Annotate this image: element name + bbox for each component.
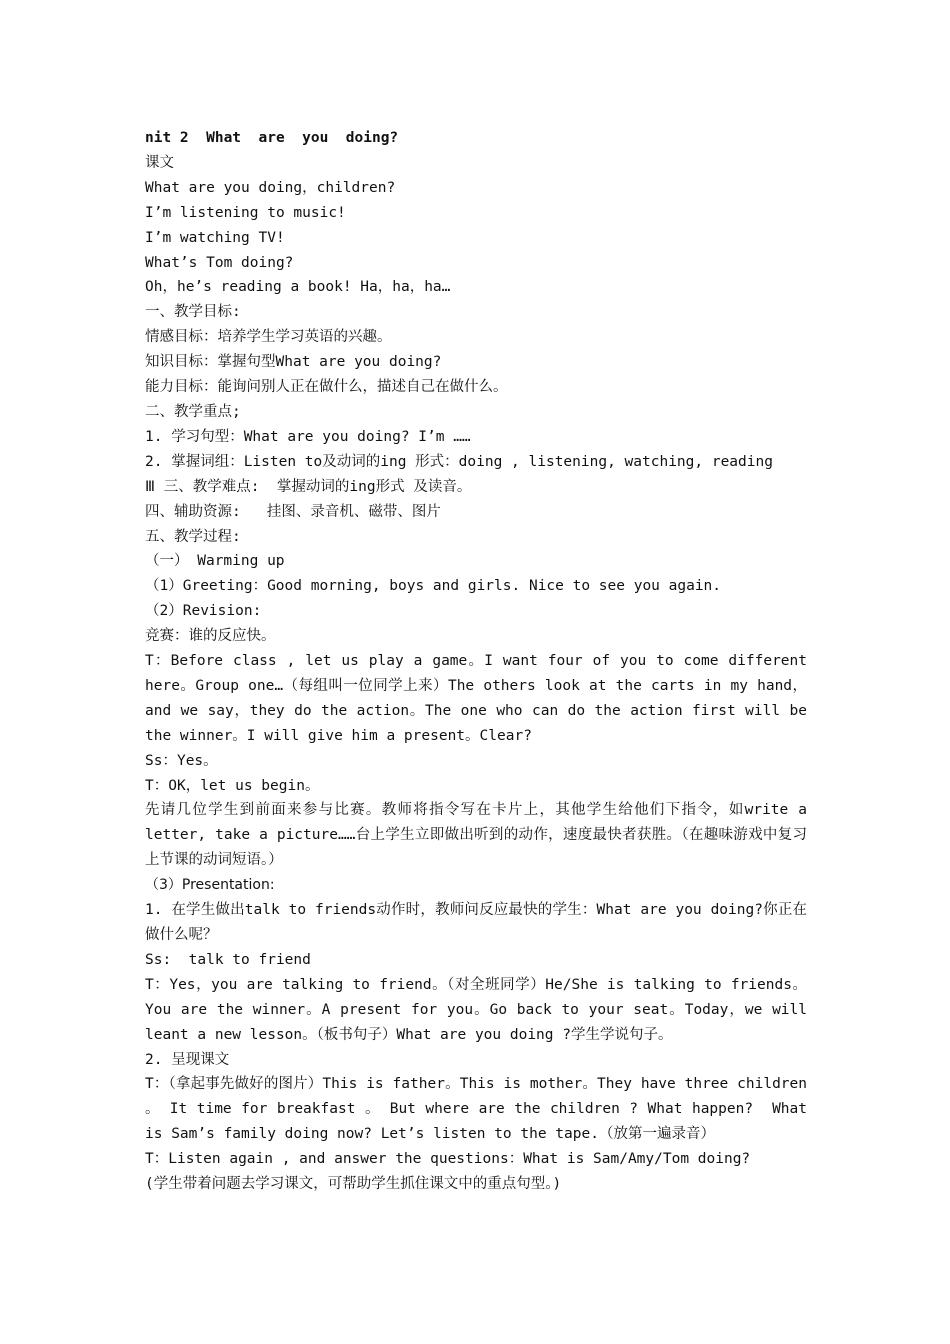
section-heading-difficulties: Ⅲ 三、教学难点: 掌握动词的ing形式 及读音。	[145, 478, 472, 495]
process-step: （1）Greeting：Good morning, boys and girls. Nice to see you again.	[145, 578, 722, 595]
process-step-heading: （一） Warming up	[145, 553, 285, 570]
dialogue-line: I’m listening to music!	[145, 204, 346, 221]
section-heading-objectives: 一、教学目标:	[145, 304, 241, 321]
process-paragraph: T：OK，let us begin。	[145, 777, 320, 794]
process-paragraph: 竞赛：谁的反应快。	[145, 628, 276, 645]
process-step-heading: （3）Presentation:	[145, 877, 275, 894]
section-heading-text: 课文	[145, 154, 174, 171]
objective-item: 情感目标：培养学生学习英语的兴趣。	[145, 329, 392, 346]
process-step: （2）Revision:	[145, 603, 262, 620]
objective-item: 能力目标：能询问别人正在做什么，描述自己在做什么。	[145, 379, 508, 396]
process-paragraph: 先请几位学生到前面来参与比赛。教师将指令写在卡片上，其他学生给他们下指令，如write a letter, take a picture……台上学生立即做出听到的动作，速度最快者获胜。（在趣味游戏中复习上节课的动词短语。）	[145, 802, 816, 869]
dialogue-line: Oh，he’s reading a book! Ha，ha，ha…	[145, 279, 451, 296]
process-paragraph: Ss: talk to friend	[145, 951, 311, 968]
process-paragraph: T：Yes，you are talking to friend。（对全班同学）He/She is talking to friends。You are the winner。A present for you。Go back to your seat。Today，we will leant a new lesson。（板书句子）What are you doing ?学生学说句子。	[145, 976, 816, 1043]
document-title: nit 2 What are you doing?	[145, 130, 399, 146]
dialogue-line: I’m watching TV!	[145, 229, 285, 246]
objective-item: 知识目标：掌握句型What are you doing?	[145, 354, 442, 371]
process-paragraph: (学生带着问题去学习课文，可帮助学生抓住课文中的重点句型。)	[145, 1176, 562, 1193]
dialogue-line: What are you doing，children?	[145, 179, 396, 196]
process-paragraph: T：Before class , let us play a game。I want four of you to come different here。Group one…（每组叫一位同学上来）The others look at the carts in my hand，and we say，they do the action。The one who can do the action first will be the winner。I will give him a present。Clear?	[145, 653, 816, 744]
process-paragraph: 1. 在学生做出talk to friends动作时，教师问反应最快的学生：What are you doing?你正在做什么呢？	[145, 902, 807, 943]
process-step-heading: 2. 呈现课文	[145, 1051, 230, 1068]
key-point-item: 1. 学习句型：What are you doing? I’m ……	[145, 428, 471, 445]
key-point-item: 2. 掌握词组：Listen to及动词的ing 形式：doing , listening, watching, reading	[145, 453, 773, 470]
document-body	[145, 126, 816, 1197]
process-paragraph: Ss：Yes。	[145, 752, 218, 769]
section-heading-process: 五、教学过程:	[145, 528, 241, 545]
section-heading-resources: 四、辅助资源: 挂图、录音机、磁带、图片	[145, 503, 441, 520]
section-heading-key-points: 二、教学重点;	[145, 403, 241, 420]
dialogue-line: What’s Tom doing?	[145, 254, 294, 271]
process-paragraph: T：（拿起事先做好的图片）This is father。This is mother。They have three children 。 It time for breakfast 。 But where are the children ? What happen? What is Sam’s family doing now? Let’s listen to the tape.（放第一遍录音）	[145, 1076, 816, 1143]
process-paragraph: T：Listen again , and answer the questions：What is Sam/Amy/Tom doing?	[145, 1151, 751, 1168]
